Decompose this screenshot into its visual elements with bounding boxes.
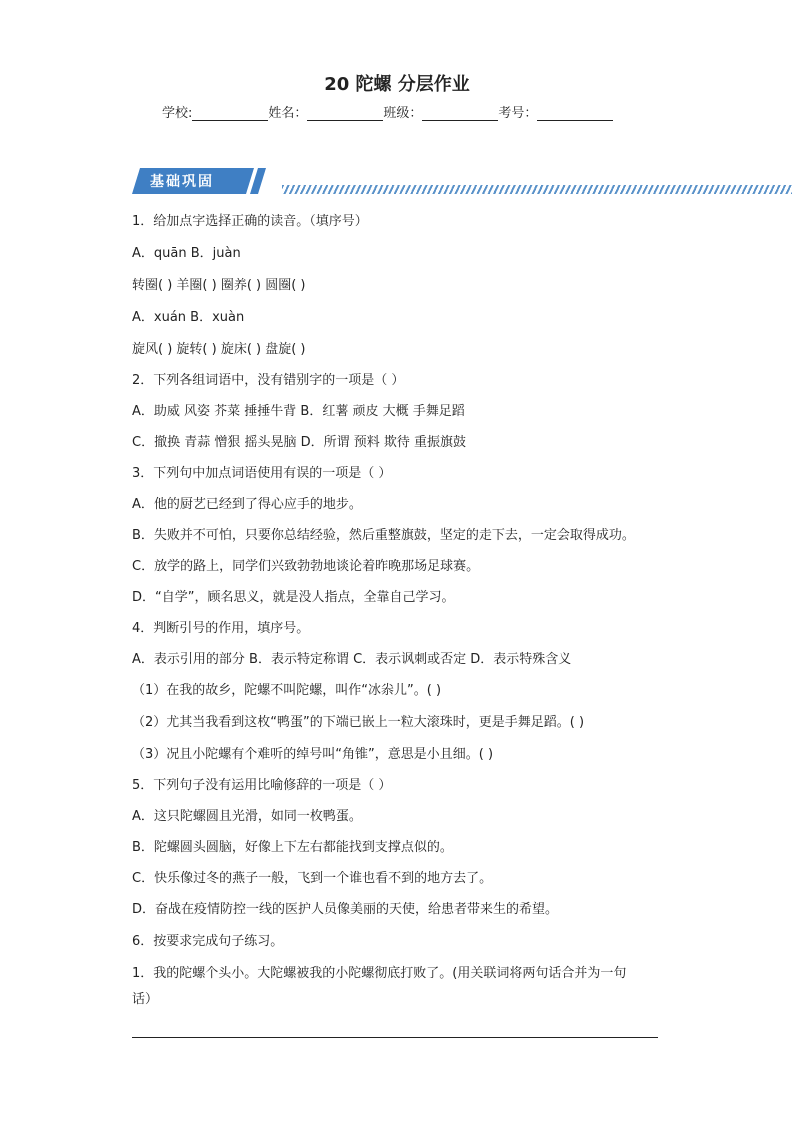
exam-no-label: 考号： [498,106,538,121]
class-label: 班级： [383,106,423,121]
question-4-item-2: （2）尤其当我看到这枚“鸭蛋”的下端已嵌上一粒大滚珠时，更是手舞足蹈。( ) [132,715,585,730]
class-blank[interactable] [422,106,498,121]
question-2-stem: 2．下列各组词语中，没有错别字的一项是（ ） [132,373,405,388]
page-title: 20 陀螺 分层作业 [324,74,470,95]
question-1-words-b: 旋风( ) 旋转( ) 旋床( ) 盘旋( ) [132,342,306,357]
question-5-option-d: D．奋战在疫情防控一线的医护人员像美丽的天使，给患者带来生的希望。 [132,902,559,917]
section-banner [132,168,662,194]
question-3-stem: 3．下列句中加点词语使用有误的一项是（ ） [132,466,392,481]
question-3-option-c: C．放学的路上，同学们兴致勃勃地谈论着昨晚那场足球赛。 [132,559,480,574]
section-stripes [282,185,792,194]
name-label: 姓名： [268,106,308,121]
question-6-item-1-cont: 话） [132,992,159,1007]
question-3-option-b: B．失败并不可怕，只要你总结经验，然后重整旗鼓，坚定的走下去，一定会取得成功。 [132,528,635,543]
question-6-stem: 6．按要求完成句子练习。 [132,934,284,949]
exam-no-blank[interactable] [537,106,613,121]
name-blank[interactable] [307,106,383,121]
question-4-options: A．表示引用的部分 B．表示特定称谓 C．表示讽刺或否定 D．表示特殊含义 [132,652,572,667]
question-5-option-b: B．陀螺圆头圆脑，好像上下左右都能找到支撑点似的。 [132,840,453,855]
question-3-option-a: A．他的厨艺已经到了得心应手的地步。 [132,497,362,512]
question-1-options-a: A．quān B．juàn [132,246,241,261]
question-3-option-d: D．“自学”，顾名思义，就是没人指点，全靠自己学习。 [132,590,455,605]
student-info-row [162,102,613,121]
question-1-stem: 1．给加点字选择正确的读音。（填序号） [132,214,368,229]
question-2-options-ab: A．助威 风姿 芥菜 捶捶牛背 B．红薯 顽皮 大概 手舞足蹈 [132,404,465,419]
question-1-options-b: A．xuán B．xuàn [132,310,245,325]
question-5-option-c: C．快乐像过冬的燕子一般，飞到一个谁也看不到的地方去了。 [132,871,493,886]
school-label: 学校: [162,106,193,121]
school-blank[interactable] [192,106,268,121]
question-4-item-1: （1）在我的故乡，陀螺不叫陀螺，叫作“冰尜儿”。( ) [132,683,442,698]
question-4-stem: 4．判断引号的作用，填序号。 [132,621,310,636]
section-label: 基础巩固 [150,174,214,190]
answer-line[interactable] [132,1037,658,1038]
question-5-option-a: A．这只陀螺圆且光滑，如同一枚鸭蛋。 [132,809,362,824]
question-5-stem: 5．下列句子没有运用比喻修辞的一项是（ ） [132,778,392,793]
question-6-item-1: 1．我的陀螺个头小。大陀螺被我的小陀螺彻底打败了。(用关联词将两句话合并为一句 [132,966,627,981]
question-2-options-cd: C．撤换 青蒜 憎狠 摇头晃脑 D．所谓 预料 欺待 重振旗鼓 [132,435,467,450]
question-1-words-a: 转圈( ) 羊圈( ) 圈养( ) 圆圈( ) [132,278,306,293]
question-4-item-3: （3）况且小陀螺有个难听的绰号叫“角锥”，意思是小且细。( ) [132,747,494,762]
